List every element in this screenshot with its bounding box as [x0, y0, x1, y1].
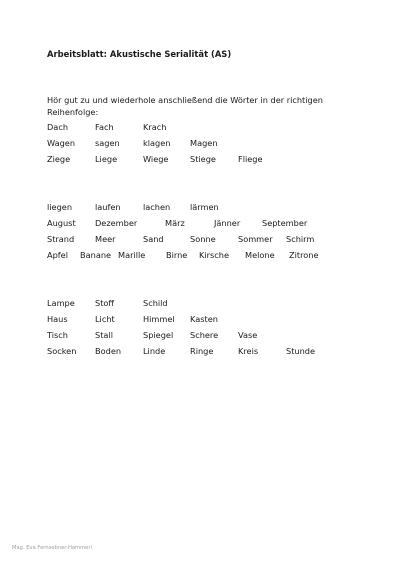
word-item: Stunde	[286, 346, 316, 356]
word-row	[0, 250, 400, 262]
word-item: Schere	[190, 330, 219, 340]
worksheet-title: Arbeitsblatt: Akustische Serialität (AS)	[47, 49, 232, 59]
word-item: Haus	[47, 314, 68, 324]
word-item: Himmel	[143, 314, 175, 324]
word-item: Kasten	[190, 314, 218, 324]
word-item: lärmen	[190, 202, 219, 212]
word-item: Licht	[95, 314, 115, 324]
word-item: Fach	[95, 122, 114, 132]
word-item: Strand	[47, 234, 75, 244]
word-item: Sand	[143, 234, 164, 244]
word-row	[0, 138, 400, 150]
word-item: Sommer	[238, 234, 273, 244]
word-item: Magen	[190, 138, 218, 148]
word-item: Jänner	[214, 218, 241, 228]
word-row	[0, 314, 400, 326]
word-item: Tisch	[47, 330, 68, 340]
word-item: Stiege	[190, 154, 216, 164]
word-item: Birne	[166, 250, 188, 260]
word-item: Linde	[143, 346, 166, 356]
word-item: Wagen	[47, 138, 76, 148]
word-item: August	[47, 218, 76, 228]
word-item: Dach	[47, 122, 69, 132]
word-item: Ringe	[190, 346, 214, 356]
word-item: Liege	[95, 154, 118, 164]
word-item: Banane	[80, 250, 112, 260]
word-item: lachen	[143, 202, 171, 212]
word-row	[0, 202, 400, 214]
word-item: Stall	[95, 330, 113, 340]
word-item: Kreis	[238, 346, 259, 356]
word-item: Stoff	[95, 298, 115, 308]
word-item: Lampe	[47, 298, 75, 308]
word-item: Dezember	[95, 218, 138, 228]
word-row	[0, 122, 400, 134]
word-item: Sonne	[190, 234, 216, 244]
word-item: März	[165, 218, 185, 228]
word-item: Boden	[95, 346, 122, 356]
word-row	[0, 330, 400, 342]
word-item: liegen	[47, 202, 73, 212]
word-item: September	[262, 218, 308, 228]
word-item: Ziege	[47, 154, 71, 164]
instruction-text: Hör gut zu und wiederhole anschließend die Wörter in der richtigen Reihenfolge:	[47, 95, 323, 117]
word-row	[0, 218, 400, 230]
word-item: klagen	[143, 138, 171, 148]
word-item: Apfel	[47, 250, 68, 260]
word-item: Marille	[118, 250, 146, 260]
word-item: Spiegel	[143, 330, 174, 340]
word-item: Socken	[47, 346, 77, 356]
word-item: Fliege	[238, 154, 263, 164]
word-row	[0, 346, 400, 358]
word-item: Wiege	[143, 154, 169, 164]
word-row	[0, 298, 400, 310]
word-item: Schirm	[286, 234, 315, 244]
word-item: Krach	[143, 122, 167, 132]
word-row	[0, 234, 400, 246]
word-item: sagen	[95, 138, 120, 148]
word-item: laufen	[95, 202, 121, 212]
word-item: Zitrone	[289, 250, 319, 260]
word-row	[0, 154, 400, 166]
word-item: Kirsche	[199, 250, 230, 260]
word-item: Meer	[95, 234, 116, 244]
author-footer: Mag. Eva Fernsebner-Hammerl	[12, 545, 92, 551]
word-item: Vase	[238, 330, 258, 340]
word-item: Melone	[245, 250, 275, 260]
word-item: Schild	[143, 298, 168, 308]
